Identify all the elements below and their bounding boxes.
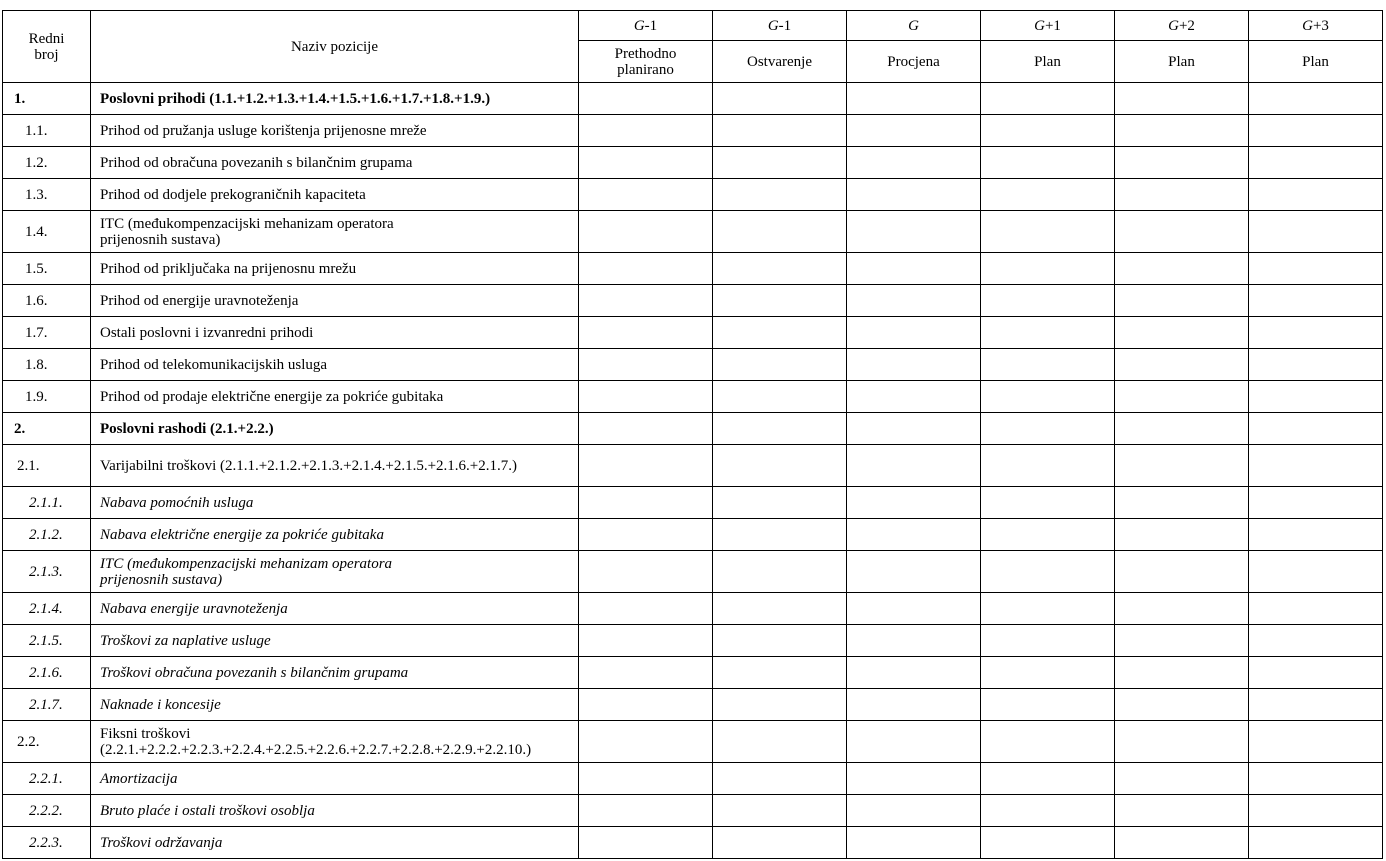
value-cell — [579, 349, 713, 381]
row-name: Prihod od pružanja usluge korištenja prijenosne mreže — [91, 115, 579, 147]
row-name: Bruto plaće i ostali troškovi osoblja — [91, 795, 579, 827]
value-cell — [713, 147, 847, 179]
value-cell — [981, 253, 1115, 285]
value-cell — [713, 487, 847, 519]
value-cell — [579, 487, 713, 519]
value-cell — [1249, 795, 1383, 827]
value-cell — [981, 83, 1115, 115]
value-cell — [847, 349, 981, 381]
value-cell — [713, 413, 847, 445]
value-cell — [1115, 285, 1249, 317]
header-col-code: G-1 — [713, 11, 847, 41]
header-redni-broj: Redni broj — [3, 11, 91, 83]
value-cell — [981, 827, 1115, 859]
value-cell — [1115, 317, 1249, 349]
value-cell — [713, 551, 847, 593]
value-cell — [981, 551, 1115, 593]
table-row — [3, 625, 1383, 657]
row-number: 1.9. — [3, 381, 91, 413]
row-number: 2.1.2. — [3, 519, 91, 551]
row-number: 2.1.4. — [3, 593, 91, 625]
header-col-code: G-1 — [579, 11, 713, 41]
value-cell — [1249, 657, 1383, 689]
value-cell — [847, 285, 981, 317]
row-name: Troškovi za naplative usluge — [91, 625, 579, 657]
row-name: Prihod od prodaje električne energije za pokriće gubitaka — [91, 381, 579, 413]
value-cell — [1249, 763, 1383, 795]
row-name: Prihod od telekomunikacijskih usluga — [91, 349, 579, 381]
value-cell — [1115, 147, 1249, 179]
header-col-code: G+1 — [981, 11, 1115, 41]
value-cell — [847, 317, 981, 349]
value-cell — [847, 827, 981, 859]
value-cell — [579, 763, 713, 795]
value-cell — [1115, 721, 1249, 763]
value-cell — [1249, 253, 1383, 285]
row-name: Nabava energije uravnoteženja — [91, 593, 579, 625]
row-number: 2.1.6. — [3, 657, 91, 689]
value-cell — [981, 285, 1115, 317]
value-cell — [847, 381, 981, 413]
value-cell — [847, 657, 981, 689]
value-cell — [579, 625, 713, 657]
header-col-code: G+2 — [1115, 11, 1249, 41]
row-name: Amortizacija — [91, 763, 579, 795]
value-cell — [713, 285, 847, 317]
value-cell — [713, 795, 847, 827]
table-row — [3, 211, 1383, 253]
value-cell — [981, 115, 1115, 147]
value-cell — [847, 211, 981, 253]
header-col-label: Ostvarenje — [713, 41, 847, 83]
row-name: Ostali poslovni i izvanredni prihodi — [91, 317, 579, 349]
value-cell — [579, 115, 713, 147]
header-col-code: G — [847, 11, 981, 41]
row-number: 2.2.3. — [3, 827, 91, 859]
row-number: 2.1.5. — [3, 625, 91, 657]
row-number: 1.3. — [3, 179, 91, 211]
row-name: Poslovni rashodi (2.1.+2.2.) — [91, 413, 579, 445]
value-cell — [713, 519, 847, 551]
table-row — [3, 445, 1383, 487]
row-number: 2.1.7. — [3, 689, 91, 721]
value-cell — [1115, 593, 1249, 625]
value-cell — [1115, 689, 1249, 721]
value-cell — [579, 147, 713, 179]
value-cell — [579, 317, 713, 349]
table-row — [3, 763, 1383, 795]
row-number: 2.1.1. — [3, 487, 91, 519]
table-row — [3, 689, 1383, 721]
value-cell — [981, 445, 1115, 487]
table-row — [3, 253, 1383, 285]
value-cell — [579, 211, 713, 253]
value-cell — [981, 657, 1115, 689]
value-cell — [981, 795, 1115, 827]
value-cell — [981, 147, 1115, 179]
value-cell — [847, 593, 981, 625]
value-cell — [1249, 381, 1383, 413]
value-cell — [713, 763, 847, 795]
row-name: Fiksni troškovi (2.2.1.+2.2.2.+2.2.3.+2.2.4.+2.2.5.+2.2.6.+2.2.7.+2.2.8.+2.2.9.+2.2.10.) — [91, 721, 579, 763]
value-cell — [713, 253, 847, 285]
row-number: 2.1.3. — [3, 551, 91, 593]
value-cell — [847, 721, 981, 763]
row-number: 2. — [3, 413, 91, 445]
value-cell — [579, 413, 713, 445]
value-cell — [579, 827, 713, 859]
row-number: 1.4. — [3, 211, 91, 253]
value-cell — [1249, 593, 1383, 625]
value-cell — [847, 689, 981, 721]
value-cell — [1115, 487, 1249, 519]
value-cell — [981, 689, 1115, 721]
row-number: 1.8. — [3, 349, 91, 381]
value-cell — [713, 827, 847, 859]
value-cell — [713, 689, 847, 721]
value-cell — [847, 519, 981, 551]
value-cell — [1115, 253, 1249, 285]
value-cell — [981, 487, 1115, 519]
value-cell — [847, 179, 981, 211]
row-number: 1.1. — [3, 115, 91, 147]
value-cell — [981, 721, 1115, 763]
row-name: Nabava električne energije za pokriće gubitaka — [91, 519, 579, 551]
value-cell — [981, 211, 1115, 253]
table-row — [3, 349, 1383, 381]
header-col-label: Plan — [981, 41, 1115, 83]
value-cell — [1249, 349, 1383, 381]
row-number: 1.6. — [3, 285, 91, 317]
value-cell — [847, 487, 981, 519]
value-cell — [1115, 115, 1249, 147]
value-cell — [579, 445, 713, 487]
table-row — [3, 147, 1383, 179]
row-number: 1.7. — [3, 317, 91, 349]
header-col-label: Prethodno planirano — [579, 41, 713, 83]
value-cell — [579, 285, 713, 317]
table-row — [3, 721, 1383, 763]
value-cell — [1115, 445, 1249, 487]
value-cell — [1249, 285, 1383, 317]
value-cell — [579, 721, 713, 763]
value-cell — [1115, 381, 1249, 413]
value-cell — [1115, 413, 1249, 445]
value-cell — [579, 519, 713, 551]
row-number: 2.1. — [3, 445, 91, 487]
value-cell — [1249, 147, 1383, 179]
value-cell — [713, 115, 847, 147]
value-cell — [579, 253, 713, 285]
value-cell — [1115, 827, 1249, 859]
value-cell — [1115, 551, 1249, 593]
value-cell — [981, 763, 1115, 795]
row-name: Prihod od priključaka na prijenosnu mrežu — [91, 253, 579, 285]
row-name: Varijabilni troškovi (2.1.1.+2.1.2.+2.1.3.+2.1.4.+2.1.5.+2.1.6.+2.1.7.) — [91, 445, 579, 487]
value-cell — [713, 721, 847, 763]
table-row — [3, 317, 1383, 349]
table-row — [3, 657, 1383, 689]
value-cell — [847, 625, 981, 657]
value-cell — [1115, 657, 1249, 689]
value-cell — [981, 625, 1115, 657]
value-cell — [1115, 83, 1249, 115]
value-cell — [713, 381, 847, 413]
table-row — [3, 487, 1383, 519]
row-name: Troškovi obračuna povezanih s bilančnim grupama — [91, 657, 579, 689]
row-number: 2.2. — [3, 721, 91, 763]
value-cell — [1115, 625, 1249, 657]
value-cell — [713, 83, 847, 115]
row-number: 1. — [3, 83, 91, 115]
value-cell — [1249, 827, 1383, 859]
row-name: Prihod od energije uravnoteženja — [91, 285, 579, 317]
value-cell — [1249, 115, 1383, 147]
value-cell — [579, 179, 713, 211]
value-cell — [713, 211, 847, 253]
table-row — [3, 593, 1383, 625]
value-cell — [1249, 721, 1383, 763]
value-cell — [847, 147, 981, 179]
table-row — [3, 115, 1383, 147]
table-row — [3, 519, 1383, 551]
value-cell — [847, 763, 981, 795]
value-cell — [1249, 551, 1383, 593]
table-row — [3, 285, 1383, 317]
value-cell — [713, 657, 847, 689]
value-cell — [579, 381, 713, 413]
value-cell — [579, 657, 713, 689]
row-number: 1.5. — [3, 253, 91, 285]
value-cell — [981, 381, 1115, 413]
value-cell — [579, 83, 713, 115]
value-cell — [713, 317, 847, 349]
value-cell — [1249, 487, 1383, 519]
value-cell — [1115, 349, 1249, 381]
table-row — [3, 413, 1383, 445]
value-cell — [1249, 83, 1383, 115]
header-col-label: Plan — [1249, 41, 1383, 83]
table-row — [3, 551, 1383, 593]
value-cell — [847, 83, 981, 115]
value-cell — [847, 253, 981, 285]
row-name: ITC (međukompenzacijski mehanizam operatora prijenosnih sustava) — [91, 211, 579, 253]
value-cell — [1115, 763, 1249, 795]
value-cell — [1115, 179, 1249, 211]
row-name: Poslovni prihodi (1.1.+1.2.+1.3.+1.4.+1.5.+1.6.+1.7.+1.8.+1.9.) — [91, 83, 579, 115]
row-name: Prihod od dodjele prekograničnih kapaciteta — [91, 179, 579, 211]
value-cell — [981, 593, 1115, 625]
value-cell — [1249, 445, 1383, 487]
row-name: Prihod od obračuna povezanih s bilančnim grupama — [91, 147, 579, 179]
value-cell — [713, 625, 847, 657]
table-row — [3, 795, 1383, 827]
header-col-label: Plan — [1115, 41, 1249, 83]
value-cell — [981, 413, 1115, 445]
table-row — [3, 179, 1383, 211]
value-cell — [1249, 519, 1383, 551]
value-cell — [847, 115, 981, 147]
value-cell — [579, 795, 713, 827]
row-number: 2.2.2. — [3, 795, 91, 827]
table-row — [3, 83, 1383, 115]
value-cell — [579, 689, 713, 721]
value-cell — [713, 445, 847, 487]
value-cell — [981, 317, 1115, 349]
row-name: Troškovi održavanja — [91, 827, 579, 859]
value-cell — [713, 593, 847, 625]
value-cell — [1249, 689, 1383, 721]
row-name: Nabava pomoćnih usluga — [91, 487, 579, 519]
value-cell — [981, 349, 1115, 381]
value-cell — [847, 551, 981, 593]
header-naziv-pozicije: Naziv pozicije — [91, 11, 579, 83]
value-cell — [713, 179, 847, 211]
value-cell — [981, 179, 1115, 211]
row-number: 1.2. — [3, 147, 91, 179]
value-cell — [1115, 211, 1249, 253]
value-cell — [713, 349, 847, 381]
value-cell — [1249, 413, 1383, 445]
value-cell — [579, 551, 713, 593]
financial-plan-table — [2, 10, 1383, 859]
row-name: ITC (međukompenzacijski mehanizam operatora prijenosnih sustava) — [91, 551, 579, 593]
row-name: Naknade i koncesije — [91, 689, 579, 721]
value-cell — [1249, 317, 1383, 349]
value-cell — [1249, 625, 1383, 657]
table-row — [3, 827, 1383, 859]
header-col-code: G+3 — [1249, 11, 1383, 41]
row-number: 2.2.1. — [3, 763, 91, 795]
value-cell — [981, 519, 1115, 551]
value-cell — [1249, 179, 1383, 211]
header-col-label: Procjena — [847, 41, 981, 83]
value-cell — [847, 795, 981, 827]
value-cell — [847, 445, 981, 487]
value-cell — [1115, 795, 1249, 827]
value-cell — [1249, 211, 1383, 253]
value-cell — [579, 593, 713, 625]
value-cell — [1115, 519, 1249, 551]
value-cell — [847, 413, 981, 445]
table-row — [3, 381, 1383, 413]
